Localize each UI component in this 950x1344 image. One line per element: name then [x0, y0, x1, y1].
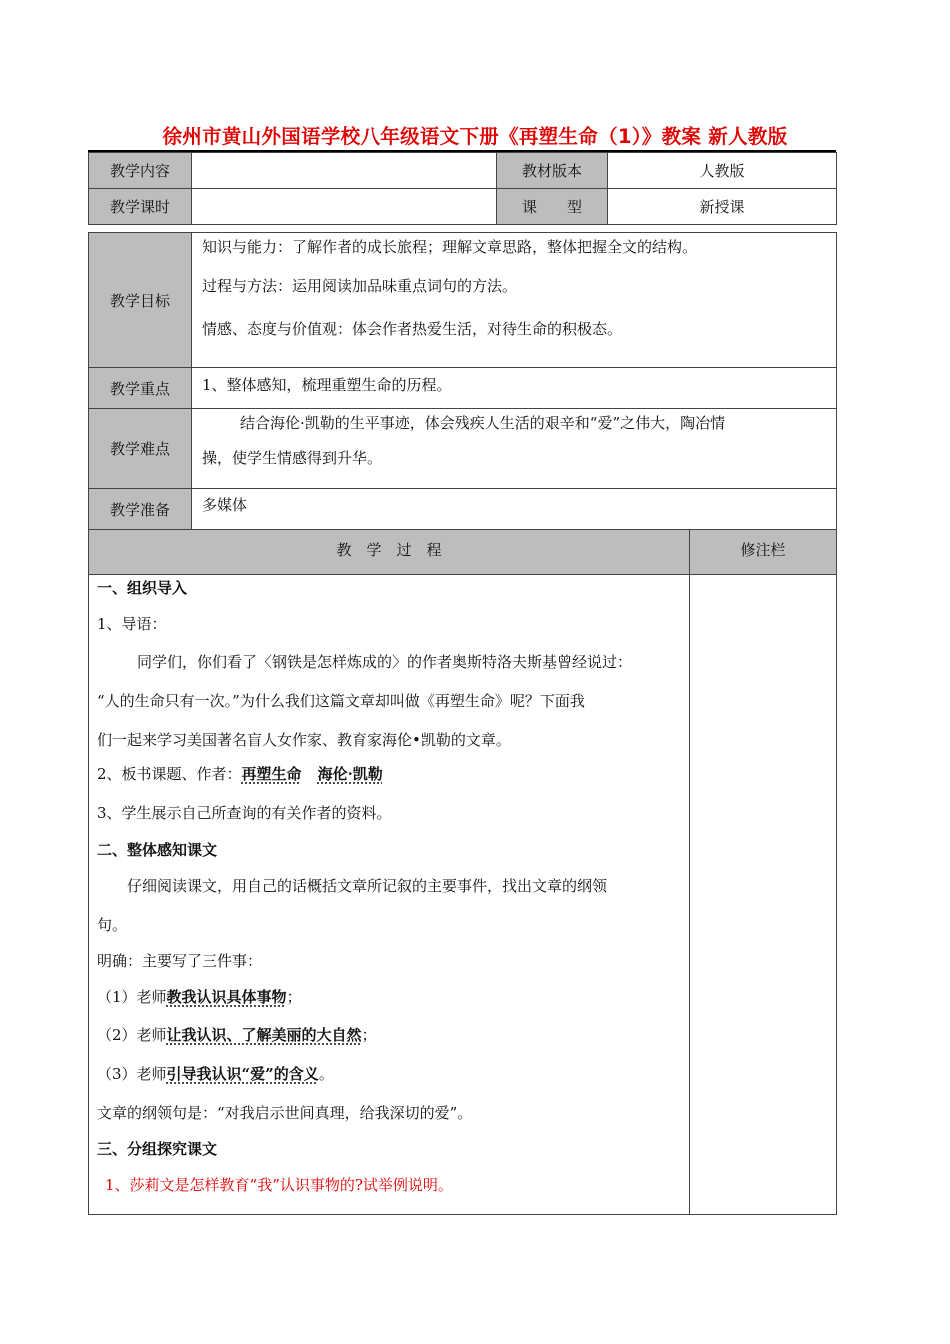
value-content	[192, 153, 497, 189]
intro-line-3: 们一起来学习美国著名盲人女作家、教育家海伦•凯勒的文章。	[97, 731, 511, 749]
lesson-info-table	[88, 152, 837, 225]
event-1	[97, 987, 302, 1007]
value-type: 新授课	[608, 189, 837, 225]
value-version: 人教版	[608, 153, 837, 189]
difficulty-line-2: 操，使学生情感得到升华。	[202, 449, 383, 467]
event-2-emphasis: 让我认识、了解美丽的大自然	[166, 1026, 362, 1044]
label-key-point: 教学重点	[89, 368, 192, 409]
goals-cell	[192, 233, 837, 368]
section-1-step-2	[97, 764, 383, 784]
value-hours	[192, 189, 497, 225]
intro-line-2: “人的生命只有一次。”为什么我们这篇文章却叫做《再塑生命》呢？下面我	[97, 692, 585, 710]
label-type: 课 型	[497, 189, 608, 225]
prep-text: 多媒体	[192, 489, 837, 530]
label-prep: 教学准备	[89, 489, 192, 530]
label-content: 教学内容	[89, 153, 192, 189]
notes-header: 修注栏	[690, 530, 837, 575]
event-1-prefix: （1）老师	[97, 988, 167, 1006]
question-1: 1、莎莉文是怎样教育“我”认识事物的?试举例说明。	[105, 1176, 453, 1194]
lesson-title: 再塑生命	[241, 765, 302, 783]
difficulty-cell	[192, 409, 837, 489]
author-name: 海伦·凯勒	[317, 765, 383, 783]
lesson-goals-table	[88, 232, 837, 530]
notes-column	[690, 575, 837, 1215]
event-2	[97, 1025, 377, 1045]
section-1-step-3: 3、学生展示自己所查询的有关作者的资料。	[97, 804, 392, 822]
event-3	[97, 1064, 334, 1084]
document-title: 徐州市黄山外国语学校八年级语文下册《再塑生命（1）》教案 新人教版	[162, 125, 788, 148]
key-point-text: 1、整体感知，梳理重塑生命的历程。	[192, 368, 837, 409]
label-goals: 教学目标	[89, 233, 192, 368]
intro-line-1: 同学们，你们看了〈钢铁是怎样炼成的〉的作者奥斯特洛夫斯基曾经说过：	[137, 653, 633, 671]
label-hours: 教学课时	[89, 189, 192, 225]
label-difficulty: 教学难点	[89, 409, 192, 489]
section-1-heading: 一、组织导入	[97, 579, 188, 597]
difficulty-line-1: 结合海伦·凯勒的生平事迹，体会残疾人生活的艰辛和“爱”之伟大，陶冶情	[240, 414, 726, 432]
goal-process: 过程与方法：运用阅读加品味重点词句的方法。	[202, 277, 518, 295]
label-version: 教材版本	[497, 153, 608, 189]
section-2-text-1: 仔细阅读课文，用自己的话概括文章所记叙的主要事件，找出文章的纲领	[127, 877, 608, 895]
process-header: 教 学 过 程	[89, 530, 690, 575]
section-2-heading: 二、整体感知课文	[97, 841, 218, 859]
event-1-emphasis: 教我认识具体事物	[166, 988, 287, 1006]
event-2-end: ；	[361, 1026, 377, 1044]
section-1-step-1: 1、导语：	[97, 615, 167, 633]
goal-knowledge: 知识与能力：了解作者的成长旅程；理解文章思路，整体把握全文的结构。	[202, 238, 698, 256]
event-3-end: 。	[318, 1065, 334, 1083]
event-3-prefix: （3）老师	[97, 1065, 167, 1083]
event-2-prefix: （2）老师	[97, 1026, 167, 1044]
process-table	[88, 529, 837, 1215]
key-sentence: 文章的纲领句是：“对我启示世间真理，给我深切的爱”。	[97, 1104, 473, 1122]
section-2-text-2: 句。	[97, 916, 128, 934]
step-2-prefix: 2、板书课题、作者：	[97, 765, 242, 783]
event-3-emphasis: 引导我认识“爱”的含义	[166, 1065, 319, 1083]
goal-attitude: 情感、态度与价值观：体会作者热爱生活，对待生命的积极态。	[202, 320, 623, 338]
process-body	[89, 575, 690, 1215]
section-2-clarify: 明确：主要写了三件事：	[97, 952, 263, 970]
event-1-end: ；	[286, 988, 302, 1006]
section-3-heading: 三、分组探究课文	[97, 1140, 218, 1158]
